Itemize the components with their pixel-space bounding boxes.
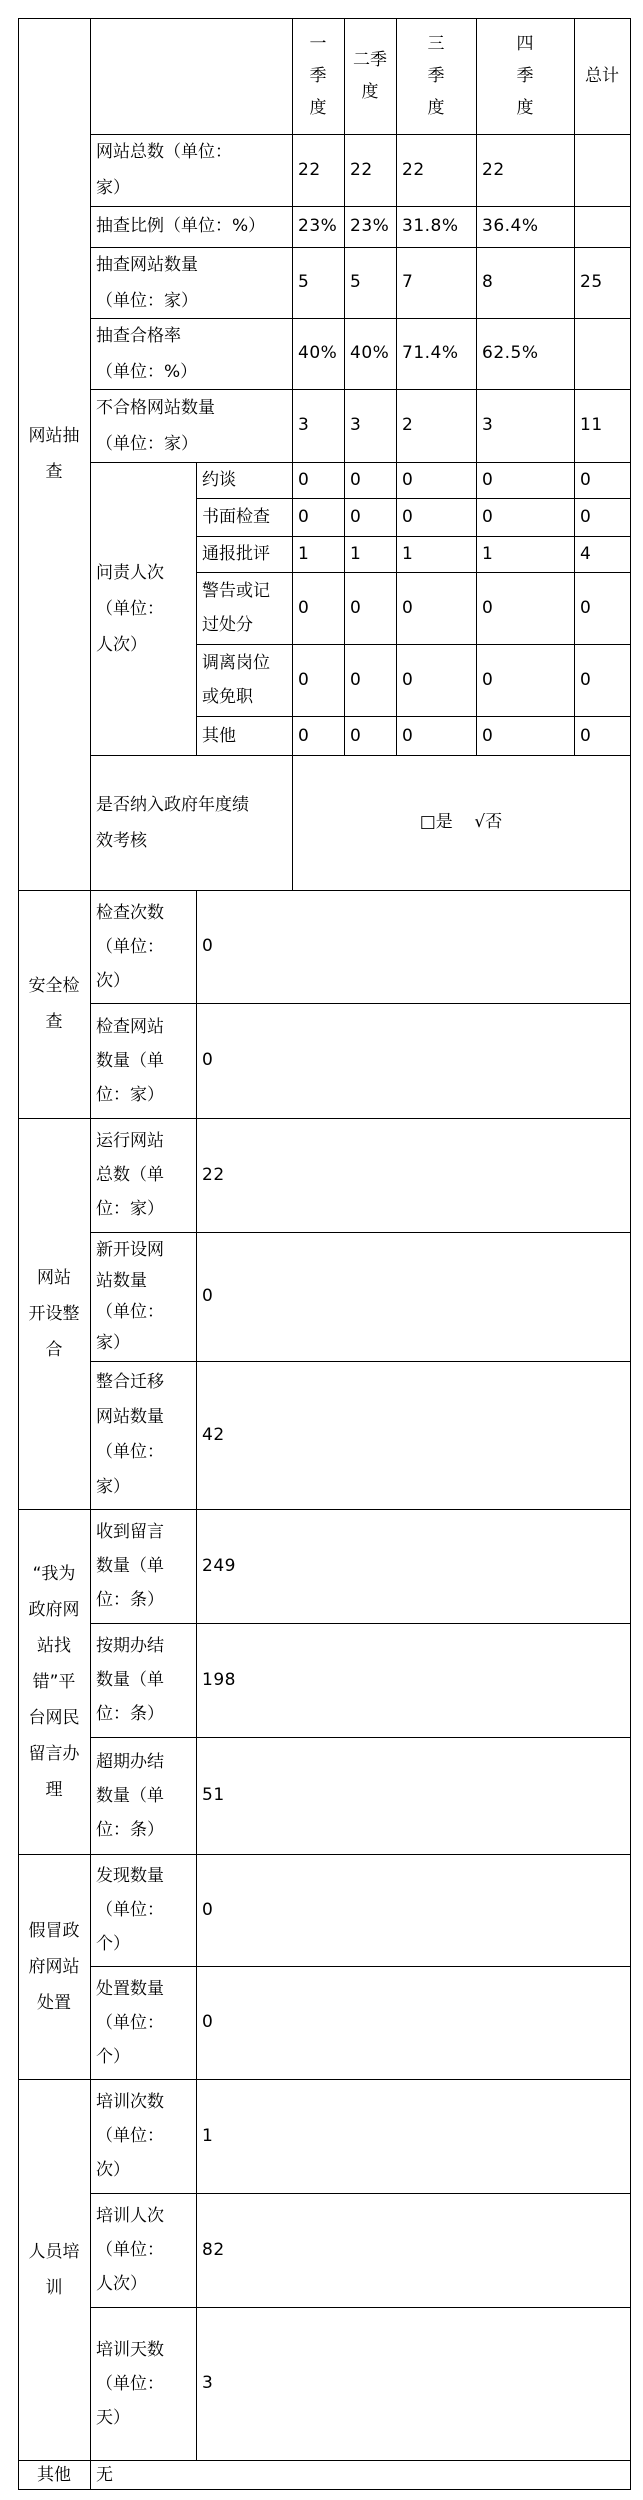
value-cell: 0 xyxy=(482,597,494,618)
row-label: 检查次数 （单位： 次） xyxy=(96,902,164,991)
value-cell: 22 xyxy=(402,159,425,180)
statistics-table xyxy=(18,18,631,2490)
value-cell: 0 xyxy=(482,470,494,490)
value-cell: 3 xyxy=(298,415,310,435)
value-cell: 0 xyxy=(350,507,362,527)
value-cell: 51 xyxy=(202,1785,225,1805)
value-cell: 0 xyxy=(202,1286,214,1306)
accountability-type-label: 书面检查 xyxy=(202,507,270,527)
value-cell: 1 xyxy=(350,544,362,564)
value-cell: 31.8% xyxy=(402,216,459,236)
section-title-counterfeit: 假冒政 府网站 处置 xyxy=(28,1920,80,2013)
value-cell: 3 xyxy=(482,415,494,435)
header-q2: 二季 度 xyxy=(353,50,387,102)
value-cell: 40% xyxy=(298,343,338,363)
value-cell: 0 xyxy=(298,725,310,746)
row-label: 新开设网 站数量 （单位： 家） xyxy=(96,1239,164,1353)
row-label: 培训次数 （单位： 次） xyxy=(96,2092,164,2180)
value-cell: 0 xyxy=(482,725,494,746)
value-cell: 40% xyxy=(350,343,390,363)
row-label-sampling-ratio: 抽查比例（单位：%） xyxy=(96,216,266,236)
value-cell: 82 xyxy=(202,2239,225,2260)
value-cell: 2 xyxy=(402,415,414,435)
section-title-security-check: 安全检 查 xyxy=(28,976,80,1032)
value-cell: 5 xyxy=(350,272,362,292)
value-cell: 5 xyxy=(298,272,310,292)
accountability-type-label: 约谈 xyxy=(202,470,236,490)
value-cell xyxy=(574,206,630,247)
row-label: 运行网站 总数（单 位：家） xyxy=(96,1131,164,1219)
value-cell: 62.5% xyxy=(482,343,539,363)
value-cell: 0 xyxy=(298,597,310,618)
value-cell: 0 xyxy=(482,669,494,690)
value-cell: 0 xyxy=(350,669,362,690)
value-cell: 1 xyxy=(202,2125,214,2146)
value-cell: 25 xyxy=(580,272,603,292)
value-cell: 22 xyxy=(202,1164,225,1185)
header-total: 总计 xyxy=(585,65,619,86)
value-cell: 0 xyxy=(580,669,592,690)
value-cell: 42 xyxy=(202,1424,225,1445)
row-label: 超期办结 数量（单 位：条） xyxy=(96,1751,164,1840)
value-cell: 0 xyxy=(482,507,494,527)
value-cell: 0 xyxy=(402,470,414,490)
row-label: 培训人次 （单位： 人次） xyxy=(96,2206,164,2294)
value-cell: 0 xyxy=(350,597,362,618)
accountability-type-label: 其他 xyxy=(202,725,236,746)
accountability-label: 问责人次 （单位： 人次） xyxy=(96,562,164,655)
value-cell: 3 xyxy=(202,2373,214,2393)
value-cell: 36.4% xyxy=(482,216,539,236)
value-cell: 0 xyxy=(202,1899,214,1920)
value-cell: 0 xyxy=(580,470,592,490)
header-q3: 三 季 度 xyxy=(427,34,445,118)
row-label: 培训天数 （单位： 天） xyxy=(96,2339,164,2428)
row-label: 收到留言 数量（单 位：条） xyxy=(96,1522,164,1610)
row-label: 按期办结 数量（单 位：条） xyxy=(96,1636,164,1724)
header-q1: 一 季 度 xyxy=(309,34,327,118)
value-cell: 0 xyxy=(350,725,362,746)
value-cell: 0 xyxy=(580,597,592,618)
value-cell: 22 xyxy=(482,159,505,180)
accountability-type-label: 警告或记 过处分 xyxy=(202,581,270,635)
row-label: 检查网站 数量（单 位：家） xyxy=(96,1016,164,1105)
value-cell: 249 xyxy=(202,1555,236,1576)
value-cell: 0 xyxy=(298,669,310,690)
value-cell: 71.4% xyxy=(402,343,459,363)
section-title-site-opening: 网站 开设整 合 xyxy=(28,1267,80,1360)
row-label-sampled-sites: 抽查网站数量 （单位：家） xyxy=(96,254,198,311)
row-label-total-sites: 网站总数（单位： 家） xyxy=(96,142,232,198)
value-cell: 0 xyxy=(580,725,592,746)
value-cell: 0 xyxy=(402,725,414,746)
value-cell: 198 xyxy=(202,1669,236,1690)
value-cell: 0 xyxy=(402,597,414,618)
performance-checkbox-value: □是 √否 xyxy=(419,812,503,832)
performance-label: 是否纳入政府年度绩 效考核 xyxy=(96,794,249,851)
section-title-platform-messages: “我为 政府网 站找 错”平 台网民 留言办 理 xyxy=(28,1563,80,1800)
value-cell: 23% xyxy=(298,216,338,236)
other-value: 无 xyxy=(96,2465,113,2485)
value-cell: 0 xyxy=(350,470,362,490)
value-cell: 0 xyxy=(298,507,310,527)
value-cell xyxy=(574,318,630,389)
value-cell xyxy=(574,134,630,206)
value-cell: 8 xyxy=(482,272,494,292)
value-cell: 1 xyxy=(402,544,414,564)
value-cell: 11 xyxy=(580,415,603,435)
value-cell: 23% xyxy=(350,216,390,236)
accountability-type-label: 通报批评 xyxy=(202,544,270,564)
row-label-failed-sites: 不合格网站数量 （单位：家） xyxy=(96,397,215,454)
value-cell: 0 xyxy=(402,507,414,527)
value-cell: 22 xyxy=(298,159,321,180)
value-cell: 1 xyxy=(482,544,494,564)
row-label-pass-rate: 抽查合格率 （单位：%） xyxy=(96,325,198,382)
other-label: 其他 xyxy=(37,2465,71,2485)
value-cell: 0 xyxy=(580,507,592,527)
value-cell: 7 xyxy=(402,272,414,292)
value-cell: 22 xyxy=(350,159,373,180)
value-cell: 0 xyxy=(202,1050,214,1070)
section-title-training: 人员培 训 xyxy=(28,2241,80,2298)
value-cell: 0 xyxy=(298,470,310,490)
value-cell: 1 xyxy=(298,544,310,564)
value-cell: 0 xyxy=(202,936,214,956)
accountability-type-label: 调离岗位 或免职 xyxy=(202,653,270,707)
value-cell: 0 xyxy=(402,669,414,690)
row-label: 整合迁移 网站数量 （单位： 家） xyxy=(96,1372,164,1497)
value-cell: 4 xyxy=(580,544,592,564)
header-q4: 四 季 度 xyxy=(516,34,534,118)
row-label: 发现数量 （单位： 个） xyxy=(96,1866,164,1954)
row-label: 处置数量 （单位： 个） xyxy=(96,1978,164,2067)
value-cell: 0 xyxy=(202,2012,214,2032)
section-title-website-sampling: 网站抽 查 xyxy=(28,426,80,482)
value-cell: 3 xyxy=(350,415,362,435)
